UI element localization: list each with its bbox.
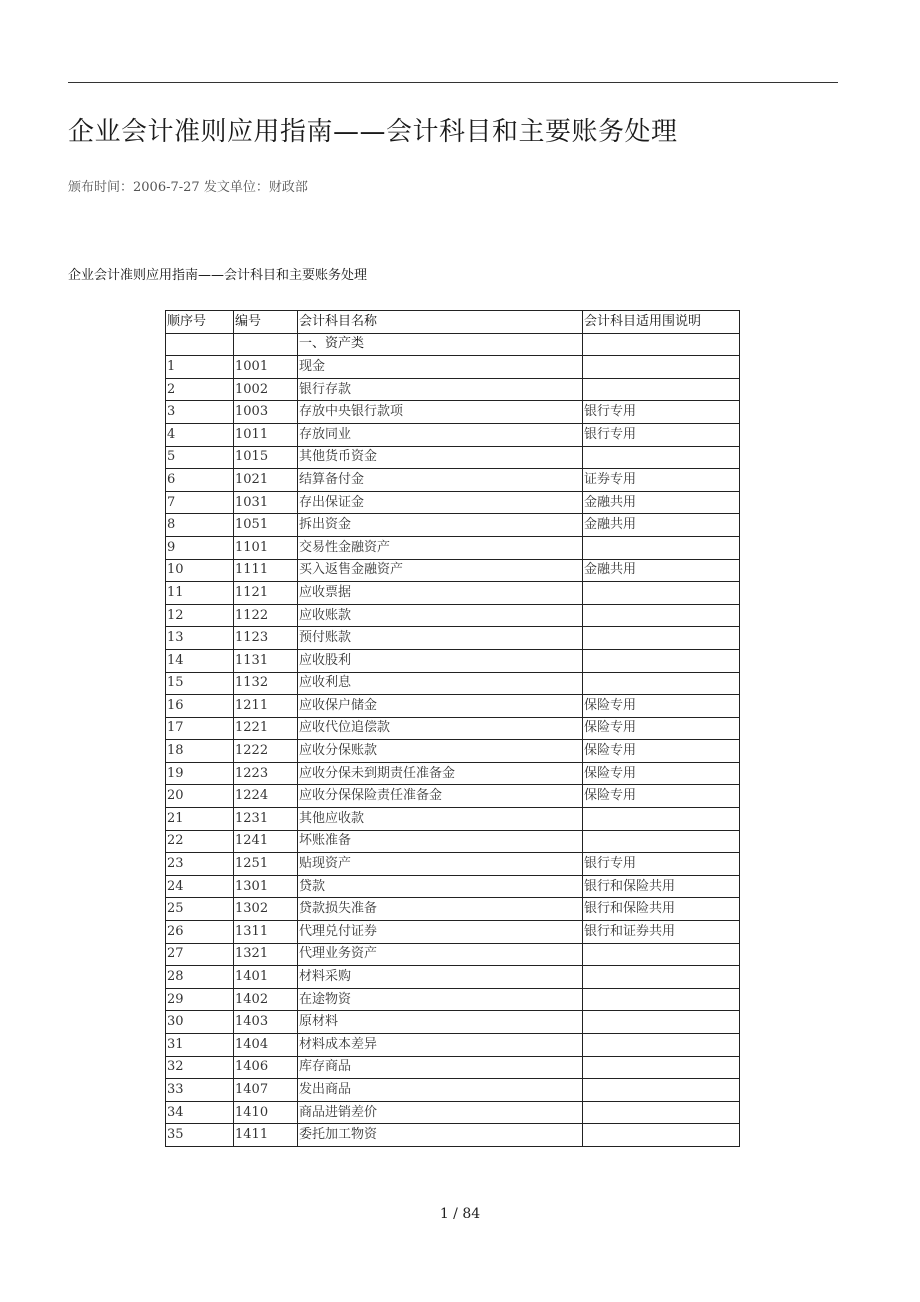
cell-account-name: 代理业务资产: [298, 943, 583, 966]
cell-scope-note: 保险专用: [583, 695, 740, 718]
cell-scope-note: [583, 582, 740, 605]
cell-seq-no: 4: [166, 423, 234, 446]
cell-account-name: 原材料: [298, 1011, 583, 1034]
cell-code: 1003: [234, 401, 298, 424]
table-row: [166, 921, 740, 944]
cell-scope-note: 银行专用: [583, 423, 740, 446]
cell-account-name: 应收分保账款: [298, 740, 583, 763]
cell-seq-no: 30: [166, 1011, 234, 1034]
cell-account-name: 应收保户储金: [298, 695, 583, 718]
table-cell: [166, 333, 234, 356]
header-account-name: 会计科目名称: [298, 311, 583, 334]
page-number: 1 / 84: [439, 1206, 481, 1222]
cell-account-name: 银行存款: [298, 378, 583, 401]
cell-scope-note: 金融共用: [583, 491, 740, 514]
table-row: [166, 740, 740, 763]
cell-account-name: 其他应收款: [298, 808, 583, 831]
cell-account-name: 买入返售金融资产: [298, 559, 583, 582]
cell-account-name: 应收利息: [298, 672, 583, 695]
cell-code: 1021: [234, 469, 298, 492]
cell-account-name: 商品进销差价: [298, 1101, 583, 1124]
cell-account-name: 预付账款: [298, 627, 583, 650]
cell-seq-no: 15: [166, 672, 234, 695]
cell-scope-note: [583, 1011, 740, 1034]
cell-account-name: 发出商品: [298, 1079, 583, 1102]
cell-code: 1401: [234, 966, 298, 989]
cell-seq-no: 24: [166, 875, 234, 898]
cell-seq-no: 16: [166, 695, 234, 718]
cell-code: 1411: [234, 1124, 298, 1147]
cell-code: 1211: [234, 695, 298, 718]
cell-account-name: 应收代位追偿款: [298, 717, 583, 740]
table-row: [166, 514, 740, 537]
cell-seq-no: 20: [166, 785, 234, 808]
section-subtitle: 企业会计准则应用指南——会计科目和主要账务处理: [68, 268, 368, 283]
cell-code: 1121: [234, 582, 298, 605]
cell-account-name: 应收分保保险责任准备金: [298, 785, 583, 808]
cell-account-name: 存放同业: [298, 423, 583, 446]
table-row: [166, 898, 740, 921]
table-row: [166, 785, 740, 808]
cell-seq-no: 31: [166, 1034, 234, 1057]
table-row: [166, 627, 740, 650]
table-cell: [583, 333, 740, 356]
table-row: [166, 988, 740, 1011]
cell-seq-no: 28: [166, 966, 234, 989]
table-row: [166, 582, 740, 605]
cell-code: 1101: [234, 536, 298, 559]
cell-scope-note: [583, 1101, 740, 1124]
cell-code: 1122: [234, 604, 298, 627]
cell-code: 1015: [234, 446, 298, 469]
cell-seq-no: 29: [166, 988, 234, 1011]
table-row: [166, 853, 740, 876]
table-row: [166, 1034, 740, 1057]
cell-seq-no: 22: [166, 830, 234, 853]
cell-scope-note: [583, 808, 740, 831]
cell-code: 1410: [234, 1101, 298, 1124]
cell-account-name: 其他货币资金: [298, 446, 583, 469]
cell-seq-no: 27: [166, 943, 234, 966]
accounts-table: [165, 310, 740, 1147]
cell-seq-no: 2: [166, 378, 234, 401]
table-row: [166, 808, 740, 831]
table-row: [166, 762, 740, 785]
cell-scope-note: 银行和保险共用: [583, 875, 740, 898]
cell-code: 1231: [234, 808, 298, 831]
cell-seq-no: 8: [166, 514, 234, 537]
table-row: [166, 1101, 740, 1124]
cell-code: 1131: [234, 649, 298, 672]
cell-account-name: 在途物资: [298, 988, 583, 1011]
cell-account-name: 应收账款: [298, 604, 583, 627]
cell-code: 1406: [234, 1056, 298, 1079]
table-row: [166, 1056, 740, 1079]
cell-code: 1222: [234, 740, 298, 763]
top-divider: [68, 82, 838, 83]
cell-scope-note: 金融共用: [583, 559, 740, 582]
cell-scope-note: 保险专用: [583, 762, 740, 785]
header-code: 编号: [234, 311, 298, 334]
cell-scope-note: 证券专用: [583, 469, 740, 492]
cell-scope-note: 银行专用: [583, 401, 740, 424]
cell-seq-no: 26: [166, 921, 234, 944]
table-row: [166, 672, 740, 695]
cell-account-name: 结算备付金: [298, 469, 583, 492]
cell-seq-no: 3: [166, 401, 234, 424]
table-row: [166, 695, 740, 718]
publish-meta: 颁布时间：2006-7-27 发文单位：财政部: [68, 180, 308, 195]
cell-account-name: 贷款: [298, 875, 583, 898]
table-row: [166, 491, 740, 514]
cell-code: 1402: [234, 988, 298, 1011]
cell-account-name: 应收股利: [298, 649, 583, 672]
header-seq-no: 顺序号: [166, 311, 234, 334]
cell-seq-no: 33: [166, 1079, 234, 1102]
table-row: [166, 559, 740, 582]
cell-scope-note: [583, 649, 740, 672]
cell-code: 1403: [234, 1011, 298, 1034]
cell-scope-note: 银行专用: [583, 853, 740, 876]
cell-seq-no: 18: [166, 740, 234, 763]
cell-seq-no: 12: [166, 604, 234, 627]
cell-seq-no: 34: [166, 1101, 234, 1124]
category-label: 一、资产类: [298, 333, 583, 356]
cell-account-name: 坏账准备: [298, 830, 583, 853]
cell-scope-note: [583, 943, 740, 966]
cell-account-name: 存出保证金: [298, 491, 583, 514]
cell-code: 1404: [234, 1034, 298, 1057]
cell-code: 1321: [234, 943, 298, 966]
table-row: [166, 378, 740, 401]
document-title: 企业会计准则应用指南——会计科目和主要账务处理: [68, 117, 678, 147]
table-row: [166, 966, 740, 989]
cell-scope-note: 金融共用: [583, 514, 740, 537]
cell-seq-no: 7: [166, 491, 234, 514]
cell-code: 1011: [234, 423, 298, 446]
cell-account-name: 交易性金融资产: [298, 536, 583, 559]
cell-seq-no: 25: [166, 898, 234, 921]
cell-account-name: 委托加工物资: [298, 1124, 583, 1147]
cell-code: 1251: [234, 853, 298, 876]
cell-account-name: 材料采购: [298, 966, 583, 989]
table-row: [166, 649, 740, 672]
table-row: [166, 830, 740, 853]
cell-code: 1223: [234, 762, 298, 785]
category-row: [166, 333, 740, 356]
cell-code: 1051: [234, 514, 298, 537]
cell-code: 1031: [234, 491, 298, 514]
cell-seq-no: 13: [166, 627, 234, 650]
cell-scope-note: [583, 1124, 740, 1147]
table-row: [166, 604, 740, 627]
cell-code: 1407: [234, 1079, 298, 1102]
cell-account-name: 拆出资金: [298, 514, 583, 537]
table-row: [166, 469, 740, 492]
table-row: [166, 875, 740, 898]
cell-code: 1221: [234, 717, 298, 740]
cell-seq-no: 9: [166, 536, 234, 559]
table-header-row: [166, 311, 740, 334]
cell-account-name: 存放中央银行款项: [298, 401, 583, 424]
cell-scope-note: 保险专用: [583, 785, 740, 808]
cell-scope-note: [583, 988, 740, 1011]
cell-seq-no: 19: [166, 762, 234, 785]
cell-code: 1132: [234, 672, 298, 695]
cell-seq-no: 5: [166, 446, 234, 469]
cell-code: 1224: [234, 785, 298, 808]
cell-seq-no: 10: [166, 559, 234, 582]
cell-account-name: 库存商品: [298, 1056, 583, 1079]
cell-scope-note: [583, 378, 740, 401]
cell-code: 1311: [234, 921, 298, 944]
cell-scope-note: [583, 830, 740, 853]
table-row: [166, 536, 740, 559]
cell-seq-no: 14: [166, 649, 234, 672]
cell-account-name: 贴现资产: [298, 853, 583, 876]
table-row: [166, 356, 740, 379]
cell-scope-note: 保险专用: [583, 740, 740, 763]
table-row: [166, 401, 740, 424]
cell-scope-note: 保险专用: [583, 717, 740, 740]
cell-account-name: 贷款损失准备: [298, 898, 583, 921]
cell-account-name: 应收分保未到期责任准备金: [298, 762, 583, 785]
table-row: [166, 943, 740, 966]
cell-seq-no: 17: [166, 717, 234, 740]
cell-account-name: 应收票据: [298, 582, 583, 605]
cell-seq-no: 1: [166, 356, 234, 379]
table-row: [166, 717, 740, 740]
cell-seq-no: 32: [166, 1056, 234, 1079]
table-body: [166, 333, 740, 1146]
cell-seq-no: 6: [166, 469, 234, 492]
cell-code: 1302: [234, 898, 298, 921]
cell-seq-no: 35: [166, 1124, 234, 1147]
cell-scope-note: [583, 604, 740, 627]
table-cell: [234, 333, 298, 356]
cell-scope-note: [583, 446, 740, 469]
cell-account-name: 现金: [298, 356, 583, 379]
cell-code: 1002: [234, 378, 298, 401]
cell-scope-note: 银行和保险共用: [583, 898, 740, 921]
cell-code: 1301: [234, 875, 298, 898]
cell-account-name: 代理兑付证券: [298, 921, 583, 944]
cell-scope-note: [583, 356, 740, 379]
cell-code: 1241: [234, 830, 298, 853]
table-row: [166, 1079, 740, 1102]
header-scope-note: 会计科目适用围说明: [583, 311, 740, 334]
cell-scope-note: [583, 1079, 740, 1102]
cell-scope-note: [583, 536, 740, 559]
cell-scope-note: [583, 627, 740, 650]
cell-seq-no: 23: [166, 853, 234, 876]
cell-scope-note: 银行和证券共用: [583, 921, 740, 944]
table-row: [166, 1011, 740, 1034]
table-row: [166, 446, 740, 469]
cell-scope-note: [583, 1056, 740, 1079]
cell-scope-note: [583, 1034, 740, 1057]
cell-account-name: 材料成本差异: [298, 1034, 583, 1057]
cell-seq-no: 11: [166, 582, 234, 605]
cell-seq-no: 21: [166, 808, 234, 831]
cell-scope-note: [583, 672, 740, 695]
cell-scope-note: [583, 966, 740, 989]
table-row: [166, 423, 740, 446]
cell-code: 1111: [234, 559, 298, 582]
table-row: [166, 1124, 740, 1147]
cell-code: 1001: [234, 356, 298, 379]
cell-code: 1123: [234, 627, 298, 650]
